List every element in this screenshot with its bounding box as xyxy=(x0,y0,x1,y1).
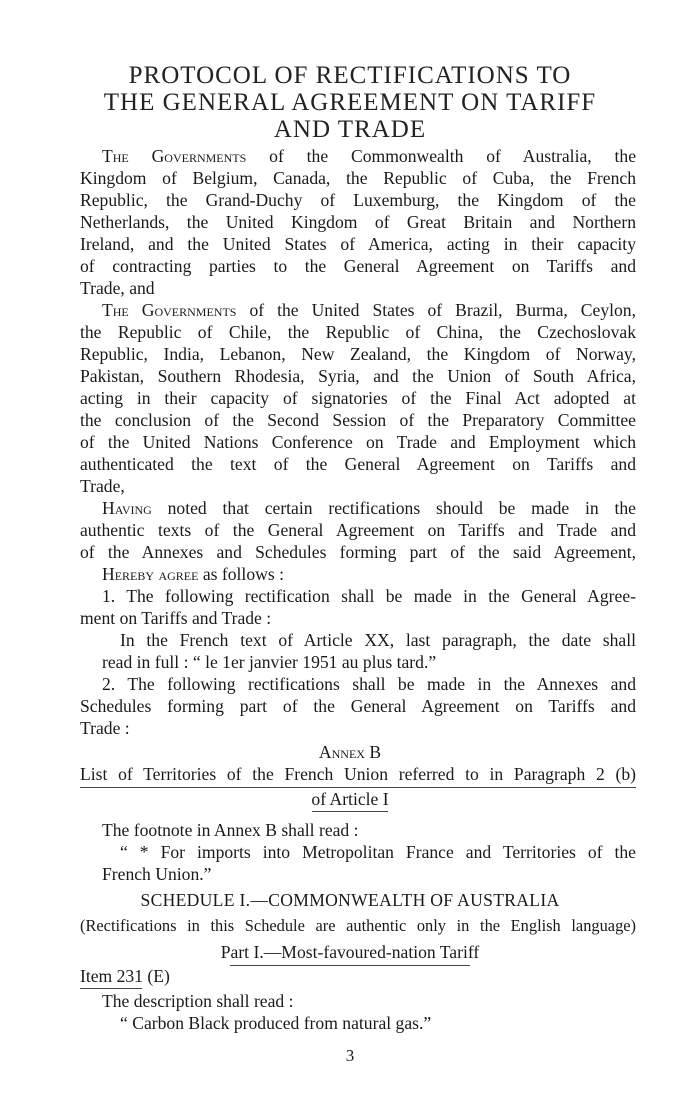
annex-list-line-1: List of Territories of the French Union referred to in Paragraph 2 (b) xyxy=(80,764,636,784)
para1-line-6: of contracting parties to the General Agreement on Tariffs and xyxy=(80,256,636,276)
para4-text: as follows : xyxy=(198,564,284,584)
para2-line-9: Trade, xyxy=(80,476,125,496)
item1-line-1: 1. The following rectification shall be made in the General Agree- xyxy=(102,586,636,606)
para3-line-2: authentic texts of the General Agreement on Tariffs and Trade and xyxy=(80,520,636,540)
annex-footnote-intro: The footnote in Annex B shall read : xyxy=(102,820,359,840)
para4-lead: Hereby agree xyxy=(102,564,199,584)
para2-line-2: the Republic of Chile, the Republic of China, the Czechoslovak xyxy=(80,322,636,342)
para3-line-3: of the Annexes and Schedules forming part of the said Agreement, xyxy=(80,542,636,562)
para1-line-1 xyxy=(102,148,636,166)
item1-sub-line-2: read in full : “ le 1er janvier 1951 au plus tard.” xyxy=(102,652,437,672)
annex-list-line-2: of Article I xyxy=(311,789,389,809)
schedule-item-underline xyxy=(80,988,142,989)
para1-line-5: Ireland, and the United States of America, acting in their capacity xyxy=(80,234,636,254)
annex-footnote-line-1: “ * For imports into Metropolitan France and Territories of the xyxy=(120,842,636,862)
para2-line-4: Pakistan, Southern Rhodesia, Syria, and the Union of South Africa, xyxy=(80,366,636,386)
protocol-title-line-2: THE GENERAL AGREEMENT ON TARIFF xyxy=(103,89,597,116)
schedule-part: Part I.—Most-favoured-nation Tariff xyxy=(220,942,480,962)
page-number: 3 xyxy=(345,1046,355,1065)
schedule-part-underline xyxy=(230,965,470,966)
para1-line-1-text: of the Commonwealth of Australia, the xyxy=(246,146,637,166)
item2-line-3: Trade : xyxy=(80,718,130,738)
annex-footnote-line-2: French Union.” xyxy=(102,864,212,884)
item1-line-2: ment on Tariffs and Trade : xyxy=(80,608,272,628)
para3-lead: Having xyxy=(102,498,152,518)
para2-line-1-text: of the United States of Brazil, Burma, Ceylon, xyxy=(236,300,636,320)
para1-line-4: Netherlands, the United Kingdom of Great Britain and Northern xyxy=(80,212,636,232)
schedule-note: (Rectifications in this Schedule are authentic only in the English language) xyxy=(80,916,636,935)
protocol-title-line-1: PROTOCOL OF RECTIFICATIONS TO xyxy=(128,62,572,89)
para3-line-1 xyxy=(102,500,636,518)
item2-line-1: 2. The following rectifications shall be made in the Annexes and xyxy=(102,674,636,694)
schedule-desc-intro: The description shall read : xyxy=(102,991,294,1011)
annex-list-underline-1 xyxy=(80,787,636,788)
para3-line-1-text: noted that certain rectifications should be made in the xyxy=(151,498,636,518)
para1-line-3: Republic, the Grand-Duchy of Luxemburg, the Kingdom of the xyxy=(80,190,636,210)
item1-sub-line-1: In the French text of Article XX, last paragraph, the date shall xyxy=(120,630,636,650)
para4-line xyxy=(102,566,636,584)
para2-line-6: the conclusion of the Second Session of the Preparatory Committee xyxy=(80,410,636,430)
schedule-heading: SCHEDULE I.—COMMONWEALTH OF AUSTRALIA xyxy=(140,890,560,910)
para1-lead: The Governments xyxy=(102,146,247,166)
para1-line-2: Kingdom of Belgium, Canada, the Republic of Cuba, the French xyxy=(80,168,636,188)
para2-lead: The Governments xyxy=(102,300,237,320)
para2-line-3: Republic, India, Lebanon, New Zealand, the Kingdom of Norway, xyxy=(80,344,636,364)
para2-line-5: acting in their capacity of signatories of the Final Act adopted at xyxy=(80,388,636,408)
item2-line-2: Schedules forming part of the General Agreement on Tariffs and xyxy=(80,696,636,716)
annex-list-underline-2 xyxy=(312,811,388,812)
para2-line-8: authenticated the text of the General Agreement on Tariffs and xyxy=(80,454,636,474)
para2-line-7: of the United Nations Conference on Trade and Employment which xyxy=(80,432,636,452)
schedule-item: Item 231 (E) xyxy=(80,966,170,986)
para2-line-1 xyxy=(102,302,636,320)
annex-heading: Annex B xyxy=(318,742,382,762)
protocol-title-line-3: AND TRADE xyxy=(273,116,427,143)
schedule-desc: “ Carbon Black produced from natural gas.” xyxy=(120,1013,432,1033)
para1-line-7: Trade, and xyxy=(80,278,155,298)
